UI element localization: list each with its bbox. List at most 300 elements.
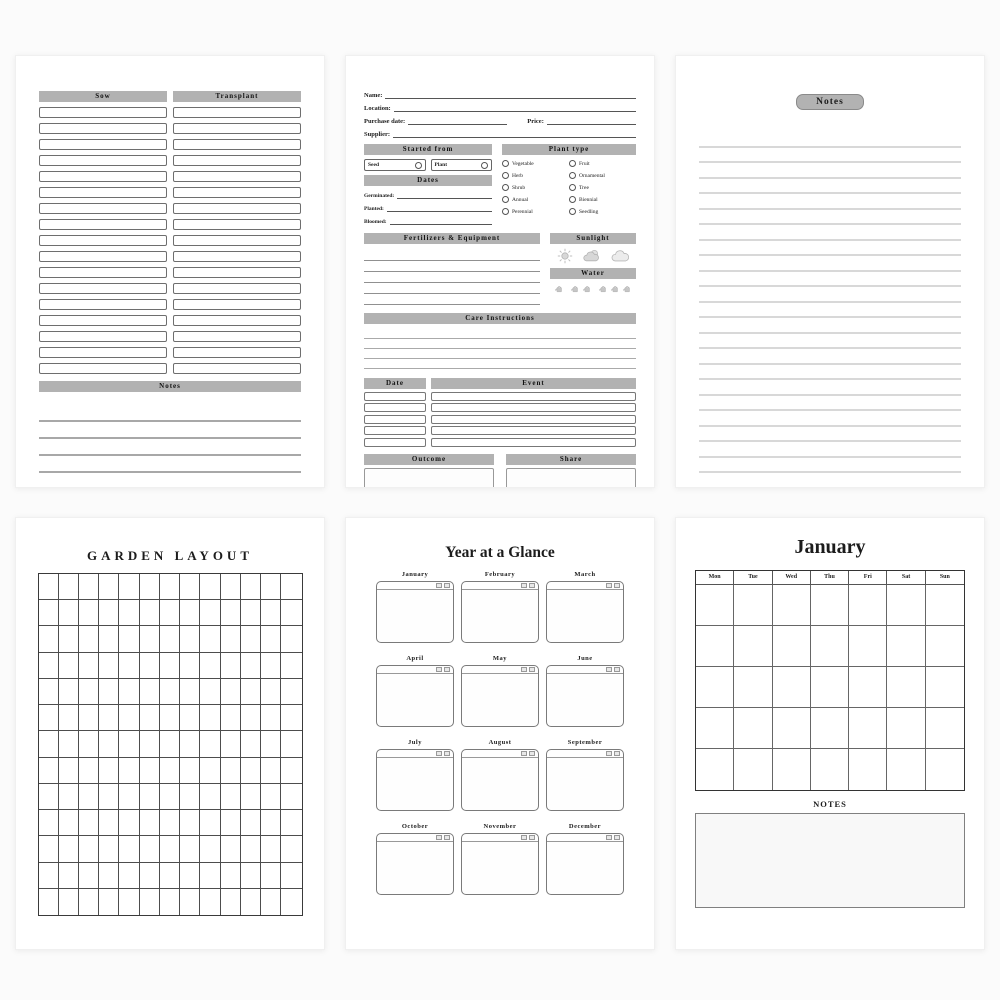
garden-grid-cell [200,836,220,862]
sun-icon[interactable] [557,248,573,264]
garden-grid-cell [241,889,261,915]
calendar-day-cell[interactable] [734,749,772,790]
garden-grid-cell [59,600,79,626]
month-label: February [484,571,516,578]
calendar-day-cell[interactable] [926,626,964,667]
year-at-a-glance-title: Year at a Glance [445,544,555,561]
ruled-line[interactable] [39,439,301,456]
transplant-entry-field[interactable] [173,315,301,326]
binder-square-icon [529,835,535,840]
transplant-entry-field[interactable] [173,347,301,358]
ruled-line[interactable] [699,365,961,381]
garden-grid-cell [221,705,241,731]
radio-button-icon[interactable] [502,160,509,167]
sow-entry-field[interactable] [39,363,167,374]
date-field-line[interactable] [387,201,492,212]
ruled-line[interactable] [364,339,636,349]
garden-grid-cell [281,758,301,784]
calendar-day-cell[interactable] [734,708,772,749]
month-box[interactable] [376,665,454,727]
garden-grid-cell [39,705,59,731]
started-from-option[interactable] [431,159,493,171]
garden-grid-cell [180,889,200,915]
log-date-field[interactable] [364,438,426,447]
garden-grid-cell [119,574,139,600]
month-box[interactable] [461,665,539,727]
calendar-body [696,585,964,790]
ruled-line[interactable] [39,456,301,473]
garden-grid-cell [221,626,241,652]
log-date-field[interactable] [364,403,426,412]
garden-grid-cell [241,863,261,889]
garden-grid-cell [119,863,139,889]
binder-square-icon [529,667,535,672]
plant-type-option-label: Ornamental [579,172,605,179]
sow-entry-field[interactable] [39,203,167,214]
started-from-options [364,159,492,171]
ruled-line[interactable] [699,427,961,443]
month-label: March [574,571,596,578]
plant-type-option[interactable] [569,160,636,167]
price-input-line[interactable] [547,114,636,125]
ruled-line[interactable] [699,318,961,334]
calendar-day-cell[interactable] [849,708,887,749]
date-field-line[interactable] [397,188,492,199]
sow-entry-field[interactable] [39,107,167,118]
garden-grid-cell [160,626,180,652]
garden-grid-cell [200,863,220,889]
dates-fields [364,188,492,225]
garden-grid-cell [261,705,281,731]
name-input-line[interactable] [385,88,636,99]
calendar-day-cell[interactable] [811,708,849,749]
garden-grid-cell [119,889,139,915]
outcome-field[interactable] [364,468,494,489]
garden-grid-cell [180,653,200,679]
plant-type-option[interactable] [502,196,569,203]
calendar-day-cell[interactable] [926,585,964,626]
ruled-line[interactable] [699,256,961,272]
plant-type-option[interactable] [502,160,569,167]
calendar-day-cell[interactable] [696,749,734,790]
transplant-entry-field[interactable] [173,363,301,374]
calendar-day-cell[interactable] [926,667,964,708]
log-date-field[interactable] [364,392,426,401]
garden-grid-cell [200,784,220,810]
ruled-line[interactable] [699,272,961,288]
transplant-entry-field[interactable] [173,171,301,182]
ruled-line[interactable] [699,473,961,488]
month-box[interactable] [546,665,624,727]
binder-square-icon [444,835,450,840]
plant-type-option[interactable] [502,184,569,191]
ruled-line[interactable] [699,241,961,257]
log-table-row [364,426,636,435]
date-field-row [364,201,492,212]
calendar-day-cell[interactable] [887,667,925,708]
ruled-line[interactable] [699,442,961,458]
log-event-field[interactable] [431,392,636,401]
garden-grid-cell [79,889,99,915]
plant-type-option-label: Herb [512,172,523,179]
log-event-field[interactable] [431,438,636,447]
calendar-day-cell[interactable] [734,585,772,626]
ruled-line[interactable] [364,272,540,283]
transplant-entry-field[interactable] [173,187,301,198]
garden-grid-cell [59,574,79,600]
ruled-line[interactable] [364,349,636,359]
ruled-line[interactable] [699,132,961,148]
partly-cloudy-icon[interactable] [583,248,601,264]
ruled-line[interactable] [699,380,961,396]
month-box-header [462,750,538,758]
sow-transplant-entries [39,107,301,374]
garden-grid-cell [59,653,79,679]
garden-grid-cell [281,889,301,915]
calendar-day-cell[interactable] [887,585,925,626]
calendar-day-cell[interactable] [696,585,734,626]
ruled-line[interactable] [699,396,961,412]
binder-square-icon [614,835,620,840]
sow-entry-field[interactable] [39,235,167,246]
garden-grid-cell [140,574,160,600]
month-box[interactable] [376,749,454,811]
garden-grid-cell [180,705,200,731]
ruled-line[interactable] [699,287,961,303]
calendar-day-cell[interactable] [811,749,849,790]
calendar-day-cell[interactable] [849,667,887,708]
calendar-day-cell[interactable] [926,749,964,790]
plant-type-option[interactable] [502,172,569,179]
garden-grid-cell [200,758,220,784]
calendar-day-cell[interactable] [849,749,887,790]
date-field-line[interactable] [390,214,492,225]
garden-grid-cell [281,679,301,705]
garden-grid-cell [39,810,59,836]
garden-grid-cell [221,758,241,784]
garden-grid-cell [99,784,119,810]
watering-can-icon [554,284,564,293]
ruled-line[interactable] [39,473,301,488]
garden-grid-cell [241,731,261,757]
log-event-field[interactable] [431,415,636,424]
binder-square-icon [444,583,450,588]
plant-type-option[interactable] [569,184,636,191]
ruled-line[interactable] [699,194,961,210]
weekday-header: Wed [773,571,811,585]
binder-square-icon [529,583,535,588]
garden-grid-cell [99,758,119,784]
binder-square-icon [436,751,442,756]
garden-grid-cell [59,784,79,810]
ruled-line[interactable] [364,283,540,294]
garden-grid-cell [241,758,261,784]
water-level-option[interactable] [554,284,564,293]
month-box[interactable] [461,833,539,895]
garden-grid-cell [140,784,160,810]
garden-grid-cell [39,784,59,810]
sow-entry-field[interactable] [39,331,167,342]
month-box[interactable] [461,581,539,643]
sow-entry-field[interactable] [39,347,167,358]
month-label: September [567,739,603,746]
garden-grid-cell [221,600,241,626]
supplier-input-line[interactable] [393,127,636,138]
price-label: Price: [527,118,544,125]
notes-lines [676,132,984,488]
transplant-entry-field[interactable] [173,283,301,294]
sow-entry-field[interactable] [39,299,167,310]
garden-grid-cell [180,574,200,600]
binder-square-icon [614,751,620,756]
supplier-field-row [364,125,636,138]
garden-grid-cell [140,600,160,626]
calendar-day-cell[interactable] [773,585,811,626]
garden-grid-cell [39,889,59,915]
garden-grid-cell [79,731,99,757]
ruled-line[interactable] [699,148,961,164]
transplant-entry-field[interactable] [173,203,301,214]
weekday-header: Thu [811,571,849,585]
month-box[interactable] [546,833,624,895]
sow-entry-field[interactable] [39,139,167,150]
radio-button-icon[interactable] [415,162,422,169]
transplant-entry-field[interactable] [173,107,301,118]
plant-type-options-right [569,160,636,215]
garden-grid-cell [281,626,301,652]
month-label: October [401,823,429,830]
garden-grid-cell [99,679,119,705]
sow-entry-field[interactable] [39,219,167,230]
plant-type-option[interactable] [502,208,569,215]
month-label: July [408,739,422,746]
sow-entry-field[interactable] [39,283,167,294]
binder-square-icon [614,583,620,588]
calendar-notes-field[interactable] [695,813,965,908]
calendar-day-cell[interactable] [734,626,772,667]
year-at-a-glance-page [345,517,655,950]
sow-entry-field[interactable] [39,187,167,198]
radio-button-icon[interactable] [502,172,509,179]
month-box[interactable] [376,581,454,643]
garden-grid-cell [39,836,59,862]
radio-button-icon[interactable] [502,184,509,191]
transplant-entry-field[interactable] [173,299,301,310]
plant-type-option[interactable] [569,208,636,215]
log-event-field[interactable] [431,426,636,435]
plant-type-option-label: Biennial [579,196,598,203]
ruled-line[interactable] [699,411,961,427]
calendar-day-cell[interactable] [696,667,734,708]
calendar-day-cell[interactable] [773,667,811,708]
ruled-line[interactable] [699,303,961,319]
weekday-header: Mon [696,571,734,585]
radio-button-icon[interactable] [502,208,509,215]
garden-grid-cell [261,889,281,915]
purchase-date-input-line[interactable] [408,114,507,125]
sow-entry-field[interactable] [39,251,167,262]
ruled-line[interactable] [364,294,540,305]
weekday-header: Sun [926,571,964,585]
log-event-field[interactable] [431,403,636,412]
sow-entry-field[interactable] [39,171,167,182]
transplant-entry-field[interactable] [173,251,301,262]
garden-grid-cell [140,889,160,915]
month-box[interactable] [546,581,624,643]
log-date-field[interactable] [364,415,426,424]
ruled-line[interactable] [364,329,636,339]
garden-grid-cell [241,836,261,862]
garden-grid-cell [160,889,180,915]
started-from-option[interactable] [364,159,426,171]
month-item [461,739,539,811]
log-table-row [364,438,636,447]
calendar-day-cell[interactable] [773,749,811,790]
radio-button-icon[interactable] [569,160,576,167]
garden-grid-cell [180,836,200,862]
garden-grid-cell [39,863,59,889]
sow-entry-field[interactable] [39,267,167,278]
ruled-line[interactable] [699,458,961,474]
month-box[interactable] [546,749,624,811]
garden-grid-cell [160,758,180,784]
month-box-header [547,666,623,674]
log-rows [364,392,636,447]
garden-grid-cell [200,889,220,915]
date-field-row [364,214,492,225]
month-label: May [492,655,508,662]
calendar-day-cell[interactable] [696,626,734,667]
month-box-header [547,750,623,758]
month-box-header [377,834,453,842]
month-label: January [401,571,429,578]
location-label: Location: [364,105,391,112]
garden-grid-cell [221,836,241,862]
ruled-line[interactable] [699,349,961,365]
garden-grid-cell [261,679,281,705]
ruled-line[interactable] [699,210,961,226]
calendar-day-cell[interactable] [926,708,964,749]
calendar-day-cell[interactable] [773,708,811,749]
notes-page [675,55,985,488]
calendar-day-cell[interactable] [811,585,849,626]
radio-button-icon[interactable] [569,196,576,203]
calendar-day-cell[interactable] [849,585,887,626]
weekday-header: Fri [849,571,887,585]
care-instruction-lines [364,329,636,369]
binder-square-icon [614,667,620,672]
garden-grid-cell [79,758,99,784]
share-header: Share [506,454,636,465]
garden-grid-cell [119,653,139,679]
transplant-entry-field[interactable] [173,139,301,150]
plant-type-option[interactable] [569,196,636,203]
garden-grid-cell [180,758,200,784]
sow-notes-header: Notes [39,381,301,392]
location-input-line[interactable] [394,101,636,112]
plant-type-option-label: Tree [579,184,589,191]
transplant-entry-field[interactable] [173,219,301,230]
water-level-option[interactable] [570,284,592,293]
sow-entry-field[interactable] [39,155,167,166]
garden-grid-cell [281,731,301,757]
ruled-line[interactable] [39,422,301,439]
name-field-row [364,86,636,99]
radio-button-icon[interactable] [569,184,576,191]
radio-button-icon[interactable] [502,196,509,203]
radio-button-icon[interactable] [569,208,576,215]
garden-grid-cell [261,836,281,862]
binder-square-icon [436,583,442,588]
water-level-option[interactable] [598,284,632,293]
ruled-line[interactable] [699,163,961,179]
month-box[interactable] [461,749,539,811]
ruled-line[interactable] [699,225,961,241]
calendar-day-cell[interactable] [811,667,849,708]
calendar-day-cell[interactable] [811,626,849,667]
weekday-header: Tue [734,571,772,585]
month-box-header [462,834,538,842]
garden-grid-cell [261,653,281,679]
log-date-field[interactable] [364,426,426,435]
started-from-option-label: Seed [368,162,379,168]
transplant-entry-field[interactable] [173,267,301,278]
month-item [461,655,539,727]
calendar-day-cell[interactable] [696,708,734,749]
garden-grid-cell [160,653,180,679]
plant-type-option[interactable] [569,172,636,179]
calendar-day-cell[interactable] [849,626,887,667]
ruled-line[interactable] [364,261,540,272]
calendar-day-cell[interactable] [887,749,925,790]
garden-grid-cell [221,679,241,705]
month-box[interactable] [376,833,454,895]
radio-button-icon[interactable] [569,172,576,179]
binder-square-icon [521,667,527,672]
radio-button-icon[interactable] [481,162,488,169]
calendar-day-cell[interactable] [734,667,772,708]
ruled-line[interactable] [364,250,540,261]
garden-grid-cell [59,758,79,784]
transplant-entry-field[interactable] [173,155,301,166]
garden-grid-cell [261,863,281,889]
calendar-day-cell[interactable] [887,708,925,749]
fertilizers-header: Fertilizers & Equipment [364,233,540,244]
ruled-line[interactable] [699,179,961,195]
garden-grid[interactable] [38,573,303,916]
garden-grid-cell [160,836,180,862]
share-field[interactable] [506,468,636,489]
month-box-header [462,582,538,590]
ruled-line[interactable] [699,334,961,350]
transplant-entry-field[interactable] [173,123,301,134]
ruled-line[interactable] [364,359,636,369]
date-field-row [364,188,492,199]
ruled-line[interactable] [39,405,301,422]
cloud-icon[interactable] [611,249,629,263]
sow-entry-field[interactable] [39,315,167,326]
transplant-entry-field[interactable] [173,235,301,246]
garden-grid-cell [221,784,241,810]
calendar-weekday-row [696,571,964,585]
calendar-day-cell[interactable] [773,626,811,667]
garden-grid-cell [221,889,241,915]
garden-grid-cell [221,731,241,757]
calendar-day-cell[interactable] [887,626,925,667]
garden-grid-cell [39,600,59,626]
transplant-entry-field[interactable] [173,331,301,342]
sow-entry-field[interactable] [39,123,167,134]
